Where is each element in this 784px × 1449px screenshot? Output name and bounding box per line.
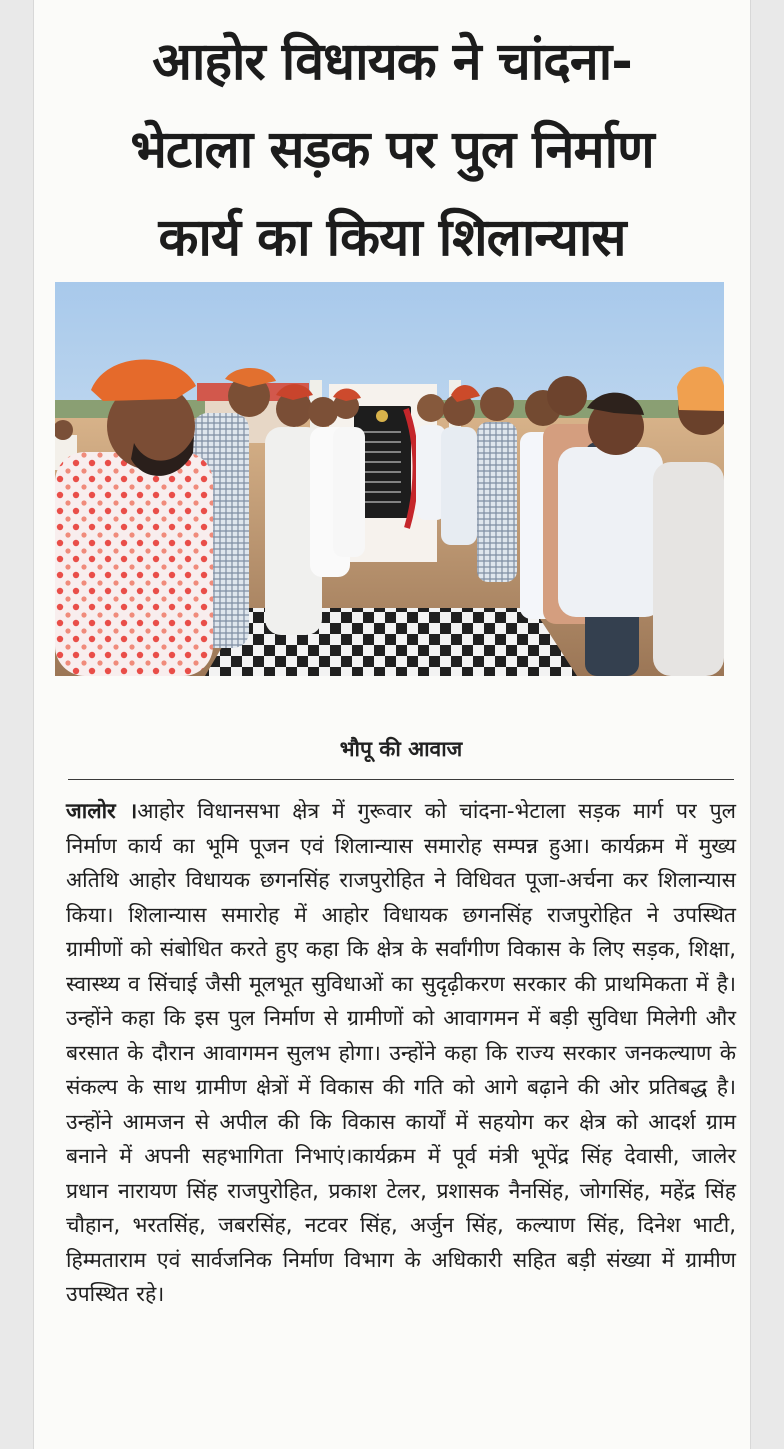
byline: भौपू की आवाज xyxy=(339,737,463,761)
person-right-edge xyxy=(653,462,724,676)
headline-line-2: भेटाला सड़क पर पुल निर्माण xyxy=(130,120,654,180)
article-body xyxy=(66,794,736,1312)
dateline: जालोर । xyxy=(66,798,138,823)
byline-rule xyxy=(68,779,734,780)
news-photo xyxy=(55,282,724,676)
person-plaid-shirt xyxy=(477,422,517,582)
person-printed-shirt xyxy=(55,452,213,676)
person-white-shirt xyxy=(441,427,477,545)
person-head xyxy=(417,394,445,422)
checkered-carpet xyxy=(205,608,577,676)
headline-line-1: आहोर विधायक ने चांदना- xyxy=(152,32,632,92)
person-white-kurta xyxy=(333,427,365,557)
headline xyxy=(60,18,724,282)
person-head xyxy=(480,387,514,421)
emblem-icon xyxy=(376,410,388,422)
headline-line-3: कार्य का किया शिलान्यास xyxy=(158,208,626,268)
body-text: आहोर विधानसभा क्षेत्र में गुरूवार को चांदना-भेटाला सड़क मार्ग पर पुल निर्माण कार्य का भूमि पूजन एवं शिलान्यास समारोह सम्पन्न हुआ। कार्यक्रम में मुख्य अतिथि आहोर विधायक छगनसिंह राजपुरोहित ने विधिवत पूजा-अर्चना कर शिलान्यास किया। शिलान्यास समारोह में आहोर विधायक छगनसिंह राजपुरोहित ने उपस्थित ग्रामीणों को संबोधित करते हुए कहा कि क्षेत्र के सर्वांगीण विकास के लिए सड़क, शिक्षा, स्वास्थ्य व सिंचाई जैसी मूलभूत सुविधाओं का सुदृढ़ीकरण सरकार की प्राथमिकता में है। उन्होंने कहा कि इस पुल निर्माण से ग्रामीणों को आवागमन में बड़ी सुविधा मिलेगी और बरसात के दौरान आवागमन सुलभ होगा। उन्होंने कहा कि राज्य सरकार जनकल्याण के संकल्प के साथ ग्रामीण क्षेत्रों में विकास की गति को आगे बढ़ाने की ओर प्रतिबद्ध है। उन्होंने आमजन से अपील की कि विकास कार्यों में सहयोग कर क्षेत्र को आदर्श ग्राम बनाने में अपनी सहभागिता निभाएं।कार्यक्रम में पूर्व मंत्री भूपेंद्र सिंह देवासी, जालेर प्रधान नारायण सिंह राजपुरोहित, प्रकाश टेलर, प्रशासक नैनसिंह, जोगसिंह, महेंद्र सिंह चौहान, भरतसिंह, जबरसिंह, नटवर सिंह, अर्जुन सिंह, कल्याण सिंह, दिनेश भाटी, हिम्मताराम एवं सार्वजनिक निर्माण विभाग के अधिकारी सहित बड़ी संख्या में ग्रामीण उपस्थित रहे। xyxy=(66,798,736,1306)
person-white-shirt-foreground xyxy=(558,447,663,617)
cut-off-next-line xyxy=(34,1438,750,1449)
person-head xyxy=(547,376,587,416)
person-head xyxy=(308,397,338,427)
